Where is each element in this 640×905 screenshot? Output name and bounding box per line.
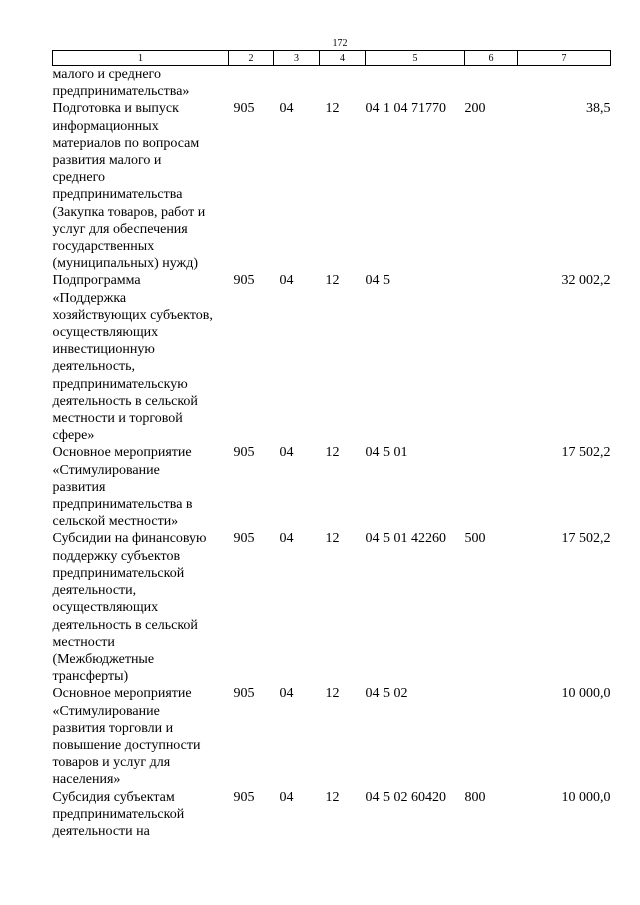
item-name-line: материалов по вопросам bbox=[52, 135, 200, 151]
column-number-row bbox=[53, 51, 611, 66]
item-name-cell bbox=[53, 100, 229, 272]
table-row bbox=[53, 100, 611, 272]
item-name-line: деятельность в сельской bbox=[52, 393, 198, 409]
admin-code-cell: 905 bbox=[233, 101, 255, 117]
target-article-cell: 04 5 bbox=[365, 273, 390, 289]
expense-type-cell bbox=[465, 272, 518, 444]
target-article-cell: 04 1 04 71770 bbox=[365, 101, 446, 117]
item-name-line: услуг для обеспечения bbox=[52, 221, 188, 237]
item-name-line: осуществляющих bbox=[52, 325, 159, 341]
item-name-line: населения» bbox=[52, 772, 121, 788]
expense-type-cell bbox=[465, 66, 518, 101]
item-name-cell bbox=[53, 789, 229, 841]
subsection-cell: 12 bbox=[325, 273, 340, 289]
item-name-line: развития малого и bbox=[52, 153, 162, 169]
column-number: 3 bbox=[274, 51, 320, 66]
item-name-line: «Стимулирование bbox=[52, 703, 160, 719]
item-name-line: предпринимательства в bbox=[52, 497, 193, 513]
item-name-line: (Межбюджетные bbox=[52, 651, 155, 667]
table-body bbox=[53, 66, 611, 841]
item-name-line: предпринимательскую bbox=[52, 376, 188, 392]
item-name-cell bbox=[53, 530, 229, 685]
item-name-line: сельской местности» bbox=[52, 514, 179, 530]
item-name-cell bbox=[53, 444, 229, 530]
section-cell: 04 bbox=[279, 273, 294, 289]
subsection-cell: 12 bbox=[325, 101, 340, 117]
table-row bbox=[53, 272, 611, 444]
item-name-line: (муниципальных) нужд) bbox=[52, 256, 199, 272]
table-row bbox=[53, 530, 611, 685]
item-name-line: деятельность, bbox=[52, 359, 136, 375]
item-name-line: развития торговли и bbox=[52, 720, 174, 736]
column-number: 5 bbox=[366, 51, 465, 66]
item-name-line: среднего bbox=[52, 170, 105, 186]
item-name-line: деятельность в сельской bbox=[52, 617, 198, 633]
admin-code-cell: 905 bbox=[233, 445, 255, 461]
item-name-line: «Поддержка bbox=[52, 290, 127, 306]
item-name-line: Подготовка и выпуск bbox=[52, 101, 179, 117]
subsection-cell bbox=[320, 66, 366, 101]
amount-cell: 10 000,0 bbox=[561, 686, 611, 702]
item-name-line: государственных bbox=[52, 239, 155, 255]
table-row bbox=[53, 685, 611, 788]
column-number: 2 bbox=[229, 51, 274, 66]
item-name-line: деятельности, bbox=[52, 583, 137, 599]
item-name-line: предпринимательства» bbox=[52, 84, 190, 100]
item-name-line: Субсидии на финансовую bbox=[52, 531, 207, 547]
item-name-line: Субсидия субъектам bbox=[52, 789, 175, 805]
amount-cell: 38,5 bbox=[586, 101, 611, 117]
item-name-line: повышение доступности bbox=[52, 737, 201, 753]
item-name-line: деятельности на bbox=[52, 823, 150, 839]
item-name-line: хозяйствующих субъектов, bbox=[52, 307, 213, 323]
admin-code-cell: 905 bbox=[233, 531, 255, 547]
item-name-line: Основное мероприятие bbox=[52, 686, 192, 702]
section-cell: 04 bbox=[279, 686, 294, 702]
item-name-cell bbox=[53, 66, 229, 101]
target-article-cell: 04 5 01 bbox=[365, 445, 408, 461]
section-cell: 04 bbox=[279, 445, 294, 461]
page-number: 172 bbox=[332, 38, 348, 49]
item-name-line: Основное мероприятие bbox=[52, 445, 192, 461]
target-article-cell: 04 5 01 42260 bbox=[365, 531, 446, 547]
section-cell bbox=[274, 66, 320, 101]
item-name-line: местности и торговой bbox=[52, 411, 183, 427]
item-name-line: предпринимательской bbox=[52, 565, 185, 581]
item-name-line: трансферты) bbox=[52, 669, 129, 685]
amount-cell: 32 002,2 bbox=[561, 273, 611, 289]
item-name-line: информационных bbox=[52, 118, 159, 134]
item-name-line: поддержку субъектов bbox=[52, 548, 181, 564]
table-row bbox=[53, 789, 611, 841]
admin-code-cell: 905 bbox=[233, 686, 255, 702]
item-name-line: предпринимательской bbox=[52, 806, 185, 822]
admin-code-cell: 905 bbox=[233, 789, 255, 805]
section-cell: 04 bbox=[279, 101, 294, 117]
expense-type-cell: 200 bbox=[464, 101, 486, 117]
item-name-line: (Закупка товаров, работ и bbox=[52, 204, 206, 220]
item-name-line: Подпрограмма bbox=[52, 273, 141, 289]
table-row bbox=[53, 444, 611, 530]
item-name-line: местности bbox=[52, 634, 115, 650]
item-name-line: предпринимательства bbox=[52, 187, 183, 203]
target-article-cell: 04 5 02 60420 bbox=[365, 789, 446, 805]
subsection-cell: 12 bbox=[325, 531, 340, 547]
item-name-line: осуществляющих bbox=[52, 600, 159, 616]
subsection-cell: 12 bbox=[325, 686, 340, 702]
expense-type-cell bbox=[465, 685, 518, 788]
subsection-cell: 12 bbox=[325, 789, 340, 805]
target-article-cell bbox=[366, 66, 465, 101]
expense-type-cell: 800 bbox=[464, 789, 486, 805]
item-name-line: малого и среднего bbox=[52, 67, 161, 82]
admin-code-cell bbox=[229, 66, 274, 101]
section-cell: 04 bbox=[279, 531, 294, 547]
item-name-line: развития bbox=[52, 479, 106, 495]
amount-cell bbox=[518, 66, 611, 101]
item-name-line: товаров и услуг для bbox=[52, 755, 171, 771]
amount-cell: 17 502,2 bbox=[561, 445, 611, 461]
item-name-line: инвестиционную bbox=[52, 342, 155, 358]
admin-code-cell: 905 bbox=[233, 273, 255, 289]
item-name-line: «Стимулирование bbox=[52, 462, 160, 478]
target-article-cell: 04 5 02 bbox=[365, 686, 408, 702]
item-name-cell bbox=[53, 685, 229, 788]
amount-cell: 17 502,2 bbox=[561, 531, 611, 547]
column-number: 4 bbox=[320, 51, 366, 66]
section-cell: 04 bbox=[279, 789, 294, 805]
expense-type-cell: 500 bbox=[464, 531, 486, 547]
table-row bbox=[53, 66, 611, 101]
budget-table bbox=[52, 50, 611, 840]
item-name-cell bbox=[53, 272, 229, 444]
item-name-line: сфере» bbox=[52, 428, 95, 444]
expense-type-cell bbox=[465, 444, 518, 530]
amount-cell: 10 000,0 bbox=[561, 789, 611, 805]
column-number: 6 bbox=[465, 51, 518, 66]
subsection-cell: 12 bbox=[325, 445, 340, 461]
column-number: 1 bbox=[53, 51, 229, 66]
column-number: 7 bbox=[518, 51, 611, 66]
